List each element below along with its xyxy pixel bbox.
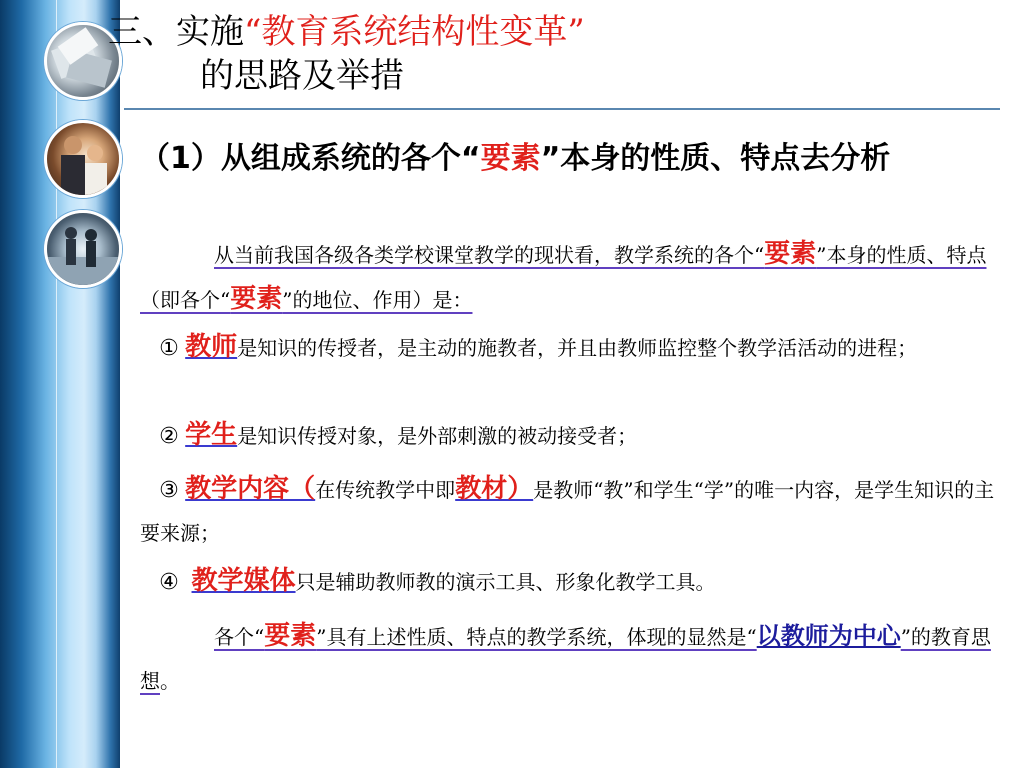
intro-text3: ”的地位、作用）是： — [282, 288, 473, 312]
list-item-media — [140, 560, 1000, 604]
conclusion-paragraph — [140, 614, 1000, 703]
intro-key2: 要素 — [230, 284, 283, 314]
conclusion-text3: ”的教育思想 — [140, 625, 991, 693]
conclusion-key: 要素 — [264, 621, 317, 651]
intro-quote-open: “ — [754, 243, 765, 267]
item-key: 教师 — [185, 332, 238, 362]
item-key: 教学内容（ — [185, 474, 316, 504]
list-item-student — [140, 414, 1000, 458]
heading-key: 要素 — [480, 141, 541, 176]
sidebar-divider — [56, 0, 57, 768]
photo-icon-business-people — [44, 120, 122, 198]
conclusion-center: 以教师为中心 — [756, 622, 901, 650]
item-mid: 在传统教学中即 — [315, 478, 456, 502]
item-number: ③ — [159, 478, 179, 503]
page-title — [108, 12, 585, 52]
conclusion-text2: ”具有上述性质、特点的教学系统，体现的显然是“ — [316, 625, 757, 649]
item-number: ① — [159, 336, 179, 361]
section-heading — [140, 138, 1008, 180]
list-item-teacher — [140, 326, 1000, 370]
item-text: 是知识传授对象，是外部刺激的被动接受者； — [237, 424, 638, 448]
title-quoted: “教育系统结构性变革” — [244, 12, 585, 52]
intro-key: 要素 — [764, 239, 817, 269]
intro-text2: ”本身的性质、特点（即各个“ — [140, 243, 987, 312]
item-text: 是知识的传授者，是主动的施教者，并且由教师监控整个教学活活动的进程； — [237, 336, 918, 360]
list-item-content — [140, 468, 1000, 554]
heading-part1: （1）从组成系统的各个“ — [140, 141, 481, 176]
decorative-sidebar — [0, 0, 120, 768]
page-title-line2: 的思路及举措 — [200, 56, 404, 96]
title-divider — [124, 108, 1000, 110]
photo-icon-walking-people — [44, 210, 122, 288]
title-prefix: 三、实施 — [108, 12, 244, 52]
item-text: 是教师“教”和学生“学”的唯一内容，是学生知识的主要来源； — [140, 478, 995, 545]
intro-paragraph — [140, 232, 1000, 322]
item-key2: 教材） — [455, 474, 534, 504]
item-text: 只是辅助教师教的演示工具、形象化教学工具。 — [295, 570, 716, 594]
conclusion-end: 。 — [160, 669, 180, 693]
item-number: ④ — [159, 570, 179, 595]
heading-part2: ”本身的性质、特点去分析 — [540, 141, 891, 176]
item-key: 学生 — [185, 420, 238, 450]
conclusion-text1: 各个“ — [214, 625, 265, 649]
item-key: 教学媒体 — [191, 566, 296, 596]
item-number: ② — [159, 424, 179, 449]
intro-text1: 从当前我国各级各类学校课堂教学的现状看，教学系统的各个 — [214, 243, 754, 267]
